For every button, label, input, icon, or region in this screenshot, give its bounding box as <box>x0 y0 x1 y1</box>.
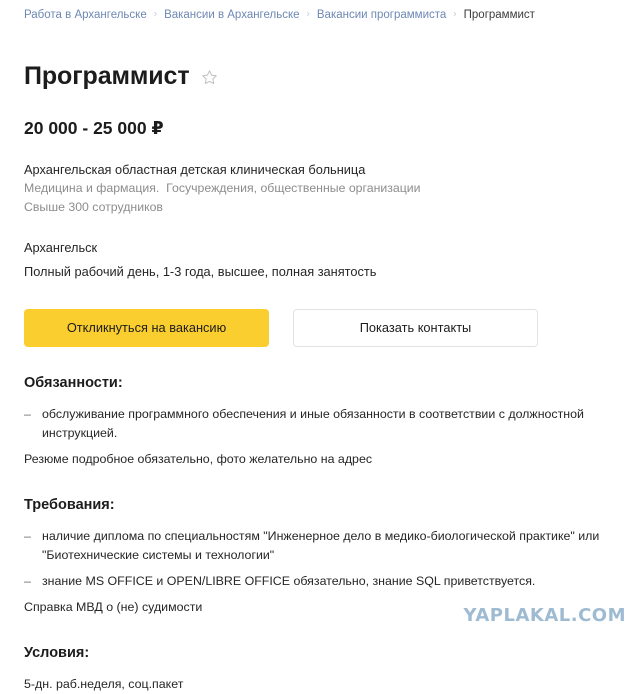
watermark: YAPLAKAL.COM <box>463 605 626 626</box>
company-name: Архангельская областная детская клиническая больница <box>24 161 366 177</box>
breadcrumb-separator-icon: › <box>453 8 457 20</box>
apply-button[interactable]: Откликнуться на вакансию <box>24 309 269 347</box>
page-title: Программист <box>24 61 190 90</box>
requirements-body <box>24 527 616 617</box>
duties-note: Резюме подробное обязательно, фото желательно на адрес <box>24 451 373 466</box>
dash-bullet-icon: – <box>24 528 31 543</box>
duties-body <box>24 405 616 469</box>
list-item <box>24 405 616 443</box>
breadcrumb-item-current: Программист <box>463 9 535 21</box>
list-item-text: знание MS OFFICE и OPEN/LIBRE OFFICE обязательно, знание SQL приветствуется. <box>42 573 536 588</box>
dash-bullet-icon: – <box>24 573 31 588</box>
conditions-heading: Условия: <box>24 644 90 661</box>
action-buttons <box>24 309 616 347</box>
breadcrumb <box>24 0 616 23</box>
section-duties <box>24 373 616 469</box>
location-block <box>24 238 616 282</box>
conditions-body <box>24 675 616 694</box>
city-name: Архангельск <box>24 239 98 255</box>
section-conditions <box>24 643 616 694</box>
salary-range: 20 000 - 25 000 ₽ <box>24 117 164 138</box>
dash-bullet-icon: – <box>24 406 31 421</box>
section-requirements <box>24 495 616 617</box>
show-contacts-button[interactable]: Показать контакты <box>293 309 538 347</box>
employment-terms: Полный рабочий день, 1-3 года, высшее, полная занятость <box>24 263 377 279</box>
breadcrumb-item-2[interactable]: Вакансии в Архангельске <box>164 9 300 21</box>
duties-heading: Обязанности: <box>24 374 123 391</box>
list-item-text: наличие диплома по специальностям "Инженерное дело в медико-биологической практике" или "Биотехнические системы и технологии" <box>42 528 600 562</box>
conditions-note: 5-дн. раб.неделя, соц.пакет <box>24 676 184 691</box>
requirements-note: Справка МВД о (не) судимости <box>24 599 203 614</box>
title-row <box>24 44 616 108</box>
breadcrumb-separator-icon: › <box>153 8 158 20</box>
breadcrumb-item-3[interactable]: Вакансии программиста <box>316 9 447 21</box>
company-size: Свыше 300 сотрудников <box>24 199 163 214</box>
company-industry: Медицина и фармация. Госучреждения, общественные организации <box>24 180 421 195</box>
company-block <box>24 160 616 217</box>
breadcrumb-separator-icon: › <box>306 8 310 20</box>
requirements-heading: Требования: <box>24 496 115 513</box>
breadcrumb-item-1[interactable]: Работа в Архангельске <box>24 9 147 21</box>
star-outline-icon[interactable] <box>201 69 218 86</box>
list-item <box>24 527 616 565</box>
list-item <box>24 572 616 591</box>
list-item-text: обслуживание программного обеспечения и иные обязанности в соответствии с должностной инструкцией. <box>42 406 584 440</box>
